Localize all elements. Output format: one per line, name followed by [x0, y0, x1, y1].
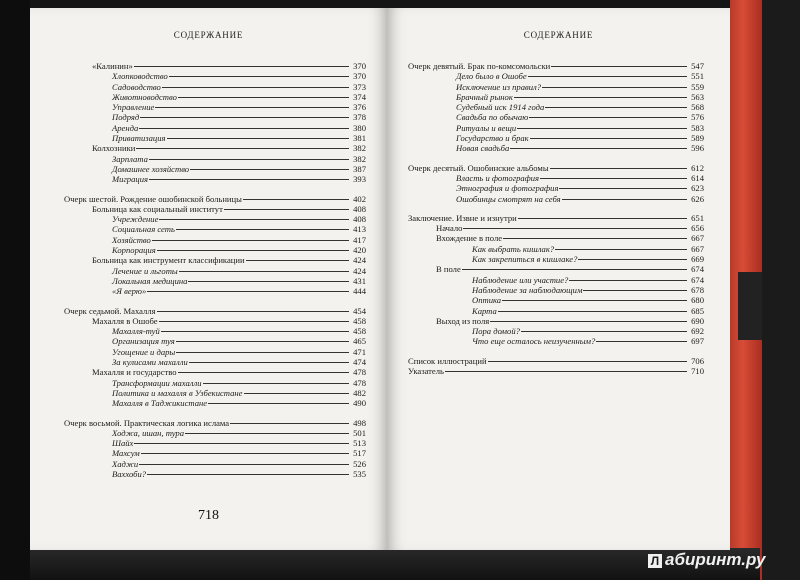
toc-entry-title: Как закрепиться в кишлаке? [472, 254, 578, 265]
dot-leader [176, 229, 349, 230]
toc-entry [408, 123, 704, 133]
toc-entry-title: Дело было в Ошобе [456, 71, 527, 82]
toc-entry-page: 373 [353, 81, 366, 92]
toc-entry-title: Наблюдение за наблюдающим [472, 284, 583, 295]
dot-leader [149, 159, 349, 160]
running-head-right: СОДЕРЖАНИЕ [523, 30, 594, 40]
toc-entry-title: Политика и махалля в Узбекистане [112, 387, 243, 398]
dot-leader [169, 76, 349, 77]
toc-entry-page: 478 [353, 377, 366, 388]
toc-entry-page: 370 [353, 71, 366, 82]
toc-entry-title: Махалля в Ошобе [92, 315, 158, 326]
dot-leader [578, 259, 687, 260]
dot-leader [134, 443, 349, 444]
toc-entry-title: Локальная медицина [112, 275, 188, 286]
toc-entry [64, 316, 366, 326]
dot-leader [189, 362, 349, 363]
dot-leader [185, 433, 349, 434]
dot-leader [155, 107, 349, 108]
toc-entry [64, 266, 366, 276]
toc-entry [64, 336, 366, 346]
toc-entry [64, 469, 366, 479]
dot-leader [178, 97, 349, 98]
dot-leader [243, 199, 349, 200]
toc-entry-title: Выход из поля [436, 315, 490, 326]
toc-entry-title: Больница как инструмент классификации [92, 255, 245, 266]
right-page [387, 8, 730, 550]
dot-leader [157, 250, 349, 251]
toc-entry-page: 402 [353, 193, 366, 204]
toc-section-gap [408, 204, 704, 213]
toc-entry [64, 306, 366, 316]
toc-list-right [408, 61, 704, 376]
toc-entry-title: Пора домой? [472, 326, 520, 337]
toc-entry-page: 583 [691, 122, 704, 133]
toc-entry-page: 382 [353, 143, 366, 154]
toc-entry-title: Вхождение в поле [436, 233, 503, 244]
toc-entry-page: 376 [353, 102, 366, 113]
toc-entry-title: Животноводство [112, 91, 177, 102]
toc-entry [408, 244, 704, 254]
toc-entry [408, 143, 704, 153]
toc-entry-page: 408 [353, 214, 366, 225]
toc-entry [408, 275, 704, 285]
toc-entry-page: 667 [691, 233, 704, 244]
toc-entry-page: 387 [353, 163, 366, 174]
toc-entry [64, 174, 366, 184]
toc-entry [64, 255, 366, 265]
dot-leader [445, 371, 687, 372]
toc-entry-title: «Я верю» [112, 286, 147, 297]
toc-section-gap [408, 347, 704, 356]
toc-entry [64, 154, 366, 164]
dot-leader [203, 383, 349, 384]
dot-leader [528, 76, 687, 77]
dot-leader [503, 238, 687, 239]
toc-entry-page: 381 [353, 133, 366, 144]
toc-entry-page: 563 [691, 91, 704, 102]
toc-entry [64, 245, 366, 255]
toc-entry-title: За кулисами махалли [112, 357, 188, 368]
dot-leader [462, 269, 687, 270]
toc-entry-page: 535 [353, 468, 366, 479]
toc-entry [64, 398, 366, 408]
dot-leader [540, 178, 687, 179]
toc-entry-page: 576 [691, 112, 704, 123]
toc-entry-title: Как выбрать кишлак? [472, 243, 555, 254]
toc-entry-title: Махалля в Таджикистане [112, 398, 208, 409]
toc-entry [64, 438, 366, 448]
toc-entry-title: Ошобинцы смотрят на себя [456, 193, 561, 204]
dot-leader [463, 228, 687, 229]
toc-entry-page: 651 [691, 212, 704, 223]
toc-entry-title: Карта [472, 305, 497, 316]
toc-entry [408, 233, 704, 243]
toc-entry [408, 163, 704, 173]
toc-entry-title: Свадьба по обычаю [456, 112, 529, 123]
toc-entry-title: Махалля и государство [92, 367, 177, 378]
toc-entry-page: 547 [691, 61, 704, 71]
toc-entry [64, 428, 366, 438]
toc-entry [64, 347, 366, 357]
toc-entry-title: Шайх [112, 438, 134, 449]
toc-entry [64, 112, 366, 122]
toc-entry-title: Что еще осталось неизученным? [472, 336, 596, 347]
toc-entry-page: 568 [691, 102, 704, 113]
toc-entry-page: 474 [353, 357, 366, 368]
toc-entry-page: 417 [353, 234, 366, 245]
dot-leader [559, 188, 687, 189]
dot-leader [517, 128, 687, 129]
toc-entry [408, 183, 704, 193]
dot-leader [244, 393, 350, 394]
dot-leader [167, 138, 349, 139]
toc-entry-title: Судебный иск 1914 года [456, 102, 545, 113]
toc-entry-title: Социальная сеть [112, 224, 175, 235]
dot-leader [140, 117, 349, 118]
toc-entry-title: Указатель [408, 366, 444, 377]
toc-entry-title: Корпорация [112, 245, 156, 256]
toc-entry-title: Махалля-туй [112, 326, 160, 337]
toc-entry-page: 370 [353, 61, 366, 71]
toc-entry-page: 378 [353, 112, 366, 123]
dot-leader [569, 280, 687, 281]
toc-entry-title: Аренда [112, 122, 139, 133]
toc-entry [408, 173, 704, 183]
dot-leader [190, 169, 349, 170]
running-head-left: СОДЕРЖАНИЕ [173, 30, 244, 40]
toc-entry [408, 194, 704, 204]
toc-entry-page: 513 [353, 438, 366, 449]
toc-section-gap [64, 185, 366, 194]
toc-list-left [64, 61, 366, 479]
toc-entry-title: Ходжа, ишан, тура [112, 427, 185, 438]
toc-entry [408, 366, 704, 376]
dot-leader [596, 341, 687, 342]
toc-entry-page: 498 [353, 417, 366, 428]
toc-entry [64, 102, 366, 112]
toc-entry-title: Хлопководство [112, 71, 168, 82]
toc-entry-page: 465 [353, 336, 366, 347]
toc-entry-title: Очерк восьмой. Практическая логика ислама [64, 417, 230, 428]
toc-entry-title: Власть и фотография [456, 172, 540, 183]
toc-entry-title: Этнография и фотография [456, 183, 559, 194]
toc-entry-page: 623 [691, 183, 704, 194]
toc-entry [408, 326, 704, 336]
dot-leader [136, 148, 349, 149]
toc-entry-title: Государство и брак [456, 133, 529, 144]
watermark-text: абиринт.ру [665, 550, 766, 569]
toc-entry-title: Ритуалы и вещи [456, 122, 517, 133]
toc-entry-page: 526 [353, 458, 366, 469]
toc-entry-title: Очерк десятый. Ошобинские альбомы [408, 162, 549, 173]
dot-leader [510, 148, 687, 149]
toc-entry [64, 194, 366, 204]
toc-entry [408, 223, 704, 233]
toc-entry-title: Брачный рынок [456, 91, 513, 102]
toc-entry-title: Подряд [112, 112, 140, 123]
dot-leader [224, 209, 349, 210]
toc-entry [64, 224, 366, 234]
toc-entry-page: 626 [691, 193, 704, 204]
left-page [30, 8, 387, 550]
toc-entry-page: 424 [353, 265, 366, 276]
toc-entry-page: 420 [353, 245, 366, 256]
toc-entry-page: 710 [691, 366, 704, 377]
toc-entry [408, 213, 704, 223]
dot-leader [529, 117, 687, 118]
toc-entry-title: Ваххоби? [112, 468, 147, 479]
toc-entry-page: 408 [353, 203, 366, 214]
dot-leader [550, 168, 687, 169]
toc-entry [408, 254, 704, 264]
toc-entry-page: 589 [691, 133, 704, 144]
toc-entry [64, 214, 366, 224]
toc-entry-page: 596 [691, 143, 704, 154]
dot-leader [490, 321, 687, 322]
toc-entry [64, 367, 366, 377]
toc-entry-page: 559 [691, 81, 704, 92]
toc-entry-title: Новая свадьба [456, 143, 510, 154]
toc-entry-page: 678 [691, 284, 704, 295]
toc-entry-title: Угощение и дары [112, 346, 176, 357]
toc-entry [64, 92, 366, 102]
toc-entry [64, 459, 366, 469]
toc-entry [408, 92, 704, 102]
toc-entry-title: Очерк седьмой. Махалля [64, 305, 156, 316]
dot-leader [530, 138, 687, 139]
toc-entry-page: 690 [691, 315, 704, 326]
toc-entry [64, 286, 366, 296]
toc-entry-title: Колхозники [92, 143, 136, 154]
toc-entry [64, 164, 366, 174]
toc-entry [64, 71, 366, 81]
toc-entry [408, 295, 704, 305]
toc-entry [408, 71, 704, 81]
labirint-logo-icon: Л [648, 554, 662, 568]
toc-entry-title: Зарплата [112, 153, 148, 164]
toc-entry [64, 326, 366, 336]
toc-entry-page: 382 [353, 153, 366, 164]
toc-entry-page: 551 [691, 71, 704, 82]
toc-entry [408, 264, 704, 274]
toc-entry-page: 478 [353, 367, 366, 378]
toc-entry-page: 482 [353, 387, 366, 398]
toc-entry-page: 674 [691, 274, 704, 285]
page-number: 718 [198, 508, 219, 523]
toc-entry-page: 501 [353, 427, 366, 438]
toc-entry [408, 61, 704, 71]
dot-leader [139, 128, 349, 129]
dot-leader [162, 87, 349, 88]
toc-entry-title: Оптика [472, 295, 502, 306]
toc-entry [64, 204, 366, 214]
toc-entry-page: 471 [353, 346, 366, 357]
toc-entry [408, 316, 704, 326]
dot-leader [141, 453, 349, 454]
toc-entry-page: 697 [691, 336, 704, 347]
toc-entry [408, 356, 704, 366]
toc-entry-title: Список иллюстраций [408, 355, 487, 366]
toc-entry-page: 692 [691, 326, 704, 337]
toc-entry-page: 444 [353, 286, 366, 297]
toc-entry-title: Очерк шестой. Рождение ошобинской больницы [64, 193, 242, 204]
toc-entry-title: Садоводство [112, 81, 161, 92]
toc-entry-title: Миграция [112, 174, 148, 185]
toc-entry-title: Заключение. Извне и изнутри [408, 212, 517, 223]
toc-entry-title: Очерк девятый. Брак по-комсомольски [408, 61, 551, 71]
toc-entry-page: 614 [691, 172, 704, 183]
dot-leader [583, 290, 687, 291]
toc-entry-title: «Калинин» [92, 61, 133, 71]
dot-leader [149, 179, 349, 180]
toc-entry-page: 612 [691, 162, 704, 173]
toc-entry-page: 517 [353, 448, 366, 459]
dot-leader [152, 240, 349, 241]
toc-entry-title: Управление [112, 102, 155, 113]
dot-leader [179, 271, 349, 272]
dot-leader [562, 199, 687, 200]
dot-leader [161, 331, 349, 332]
cover-edge-right [762, 0, 800, 580]
dot-leader [488, 361, 687, 362]
toc-entry-page: 454 [353, 305, 366, 316]
toc-entry-title: Хаджи [112, 458, 139, 469]
toc-entry-title: Начало [436, 223, 463, 234]
dot-leader [178, 372, 349, 373]
dot-leader [176, 352, 349, 353]
toc-entry [408, 306, 704, 316]
toc-entry [64, 82, 366, 92]
dot-leader [134, 66, 349, 67]
toc-entry-page: 656 [691, 223, 704, 234]
dot-leader [147, 474, 349, 475]
toc-entry [408, 82, 704, 92]
toc-entry-page: 667 [691, 243, 704, 254]
dot-leader [208, 403, 349, 404]
toc-entry-title: Трансформации махалли [112, 377, 202, 388]
toc-entry [408, 336, 704, 346]
toc-entry-title: Исключение из правил? [456, 81, 542, 92]
toc-entry [408, 133, 704, 143]
toc-section-gap [64, 297, 366, 306]
toc-entry-page: 674 [691, 264, 704, 275]
toc-entry-page: 669 [691, 254, 704, 265]
toc-entry [64, 388, 366, 398]
toc-section-gap [408, 154, 704, 163]
cover-edge-left [0, 0, 30, 580]
toc-entry-title: В поле [436, 264, 461, 275]
toc-entry-page: 680 [691, 295, 704, 306]
toc-entry [64, 448, 366, 458]
toc-entry-title: Учреждение [112, 214, 159, 225]
toc-entry [64, 378, 366, 388]
toc-entry [408, 102, 704, 112]
toc-entry [64, 61, 366, 71]
toc-entry-page: 380 [353, 122, 366, 133]
toc-entry [408, 285, 704, 295]
toc-entry [408, 112, 704, 122]
dot-leader [555, 249, 687, 250]
toc-entry [64, 143, 366, 153]
toc-entry-page: 393 [353, 174, 366, 185]
dot-leader [545, 107, 687, 108]
dot-leader [176, 341, 349, 342]
toc-entry-page: 458 [353, 326, 366, 337]
toc-entry-title: Хозяйство [112, 234, 151, 245]
dot-leader [498, 311, 687, 312]
toc-entry-title: Организация туя [112, 336, 175, 347]
toc-entry [64, 133, 366, 143]
watermark-logo [648, 550, 765, 570]
toc-entry [64, 235, 366, 245]
toc-entry-page: 685 [691, 305, 704, 316]
dot-leader [159, 321, 349, 322]
toc-entry-page: 458 [353, 315, 366, 326]
toc-entry-title: Наблюдение или участие? [472, 274, 569, 285]
dot-leader [246, 260, 349, 261]
dot-leader [188, 281, 349, 282]
toc-entry-page: 431 [353, 275, 366, 286]
toc-entry-title: Больница как социальный институт [92, 203, 223, 214]
toc-entry-title: Приватизация [112, 133, 166, 144]
toc-section-gap [64, 409, 366, 418]
bookmark-ribbon [738, 272, 762, 340]
toc-entry-page: 490 [353, 398, 366, 409]
dot-leader [147, 291, 349, 292]
toc-entry [64, 357, 366, 367]
dot-leader [159, 219, 349, 220]
dot-leader [514, 97, 687, 98]
toc-entry [64, 418, 366, 428]
toc-entry-page: 424 [353, 255, 366, 266]
toc-entry-page: 413 [353, 224, 366, 235]
toc-entry-page: 706 [691, 355, 704, 366]
dot-leader [157, 311, 349, 312]
dot-leader [139, 464, 349, 465]
dot-leader [542, 87, 687, 88]
toc-entry-page: 374 [353, 91, 366, 102]
toc-entry-title: Домашнее хозяйство [112, 163, 190, 174]
toc-entry-title: Махсум [112, 448, 140, 459]
toc-entry-title: Лечение и льготы [112, 265, 178, 276]
toc-entry [64, 276, 366, 286]
dot-leader [518, 218, 687, 219]
dot-leader [551, 66, 687, 67]
dot-leader [230, 423, 349, 424]
toc-entry [64, 123, 366, 133]
dot-leader [502, 300, 687, 301]
dot-leader [521, 331, 687, 332]
